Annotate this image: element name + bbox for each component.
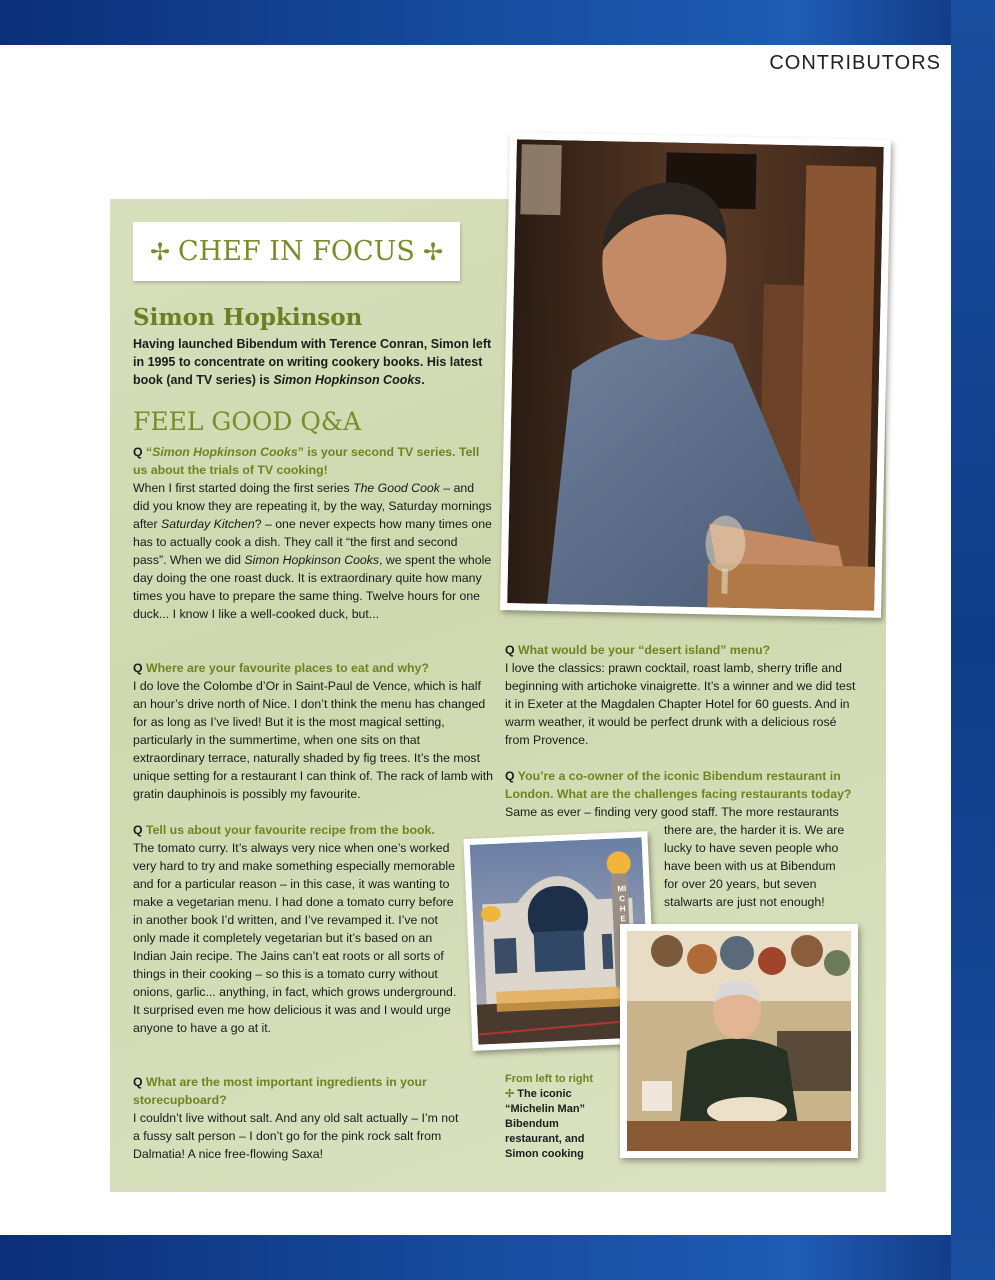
- page-edge-blue: [951, 0, 995, 1280]
- qa-item-bibendum-wrap: there are, the harder it is. We are lucky to have seven people who have been with us at Bibendum for over 20 years, but seven stalwarts are just not enough!: [664, 823, 845, 909]
- qa-item-tv-cooking: Q “Simon Hopkinson Cooks” is your second TV series. Tell us about the trials of TV cooking! When I first started doing the first series The Good Cook – and did you know they are repeating it, by the way, Saturday mornings after Saturday Kitchen? – one never expects how many times one has to actually cook a dish. They call it “the first and second pass”. When we did Simon Hopkinson Cooks, we spent the whole day doing the one roast duck. It is extraordinary quite how many times you have to prepare the same thing. Twelve hours for one duck... I know I like a well-cooked duck, but...: [133, 445, 492, 621]
- caption-ornament-icon: ✢: [505, 1088, 515, 1100]
- chef-in-focus-banner: [133, 222, 460, 281]
- ornament-cross-icon: ✢: [422, 237, 444, 266]
- portrait-photo: [500, 132, 891, 618]
- qa-item-favourite-places: Q Where are your favourite places to eat and why? I do love the Colombe d’Or in Saint-Paul de Vence, which is half an hour’s drive north of Nice. I don’t think the menu has changed for as long as I’ve lived! But it is the most magical setting, particularly in the summertime, when one sits on that extraordinary terrace, naturally shaded by fig trees. It’s the most unique setting for a restaurant I can think of. The rack of lamb with gratin dauphinois is possibly my favourite.: [133, 661, 493, 801]
- cooking-image: [627, 931, 851, 1151]
- chef-name: Simon Hopkinson: [133, 304, 363, 331]
- portrait-image: [507, 139, 884, 611]
- caption-lead: From left to right: [505, 1073, 593, 1085]
- section-label: CONTRIBUTORS: [769, 52, 941, 74]
- qa-item-favourite-recipe: Q Tell us about your favourite recipe from the book. The tomato curry. It’s always very nice when one’s worked very hard to try and make something especially memorable and for a particular reason – in this case, it was wanting to make a vegetarian menu. I had done a tomato curry before in another book I’d written, and I’ve revamped it. I’ve not only made it completely vegetarian but it’s based on an Indian Jain recipe. The Jains can’t eat roots or all sorts of things in their cooking – so this is a tomato curry without onions, garlic... anything, in fact, which grows underground. It surprised even me how delicious it was and I would urge anyone to have a go at it.: [133, 823, 457, 1035]
- qa-item-bibendum: Q You’re a co-owner of the iconic Bibendum restaurant in London. What are the challenges facing restaurants today? Same as ever – finding very good staff. The more restaurants: [505, 769, 852, 819]
- caption-text: The iconic “Michelin Man” Bibendum restaurant, and Simon cooking: [505, 1088, 586, 1160]
- qa-heading: FEEL GOOD Q&A: [133, 407, 362, 436]
- simon-cooking-photo: [620, 924, 858, 1158]
- chef-intro: Having launched Bibendum with Terence Conran, Simon left in 1995 to concentrate on writing cookery books. His latest book (and TV series) is Simon Hopkinson Cooks.: [133, 337, 492, 387]
- qa-item-desert-island: Q What would be your “desert island” menu? I love the classics: prawn cocktail, roast lamb, sherry trifle and beginning with artichoke vinaigrette. It’s a winner and we did test it in Exeter at the Magdalen Chapter Hotel for 60 guests. And in warm weather, it would be perfect drunk with a delicious rosé from Provence.: [505, 643, 856, 747]
- banner-title: CHEF IN FOCUS: [178, 236, 415, 267]
- photo-caption: [505, 1072, 615, 1162]
- ornament-cross-icon: ✢: [149, 237, 171, 266]
- qa-item-storecupboard: Q What are the most important ingredients in your storecupboard? I couldn’t live without salt. And any old salt actually – I’m not a fussy salt person – I don’t go for the pink rock salt from Dalmatia! A nice free-flowing Saxa!: [133, 1075, 459, 1161]
- michelin-sign: MICHELIN: [617, 884, 627, 924]
